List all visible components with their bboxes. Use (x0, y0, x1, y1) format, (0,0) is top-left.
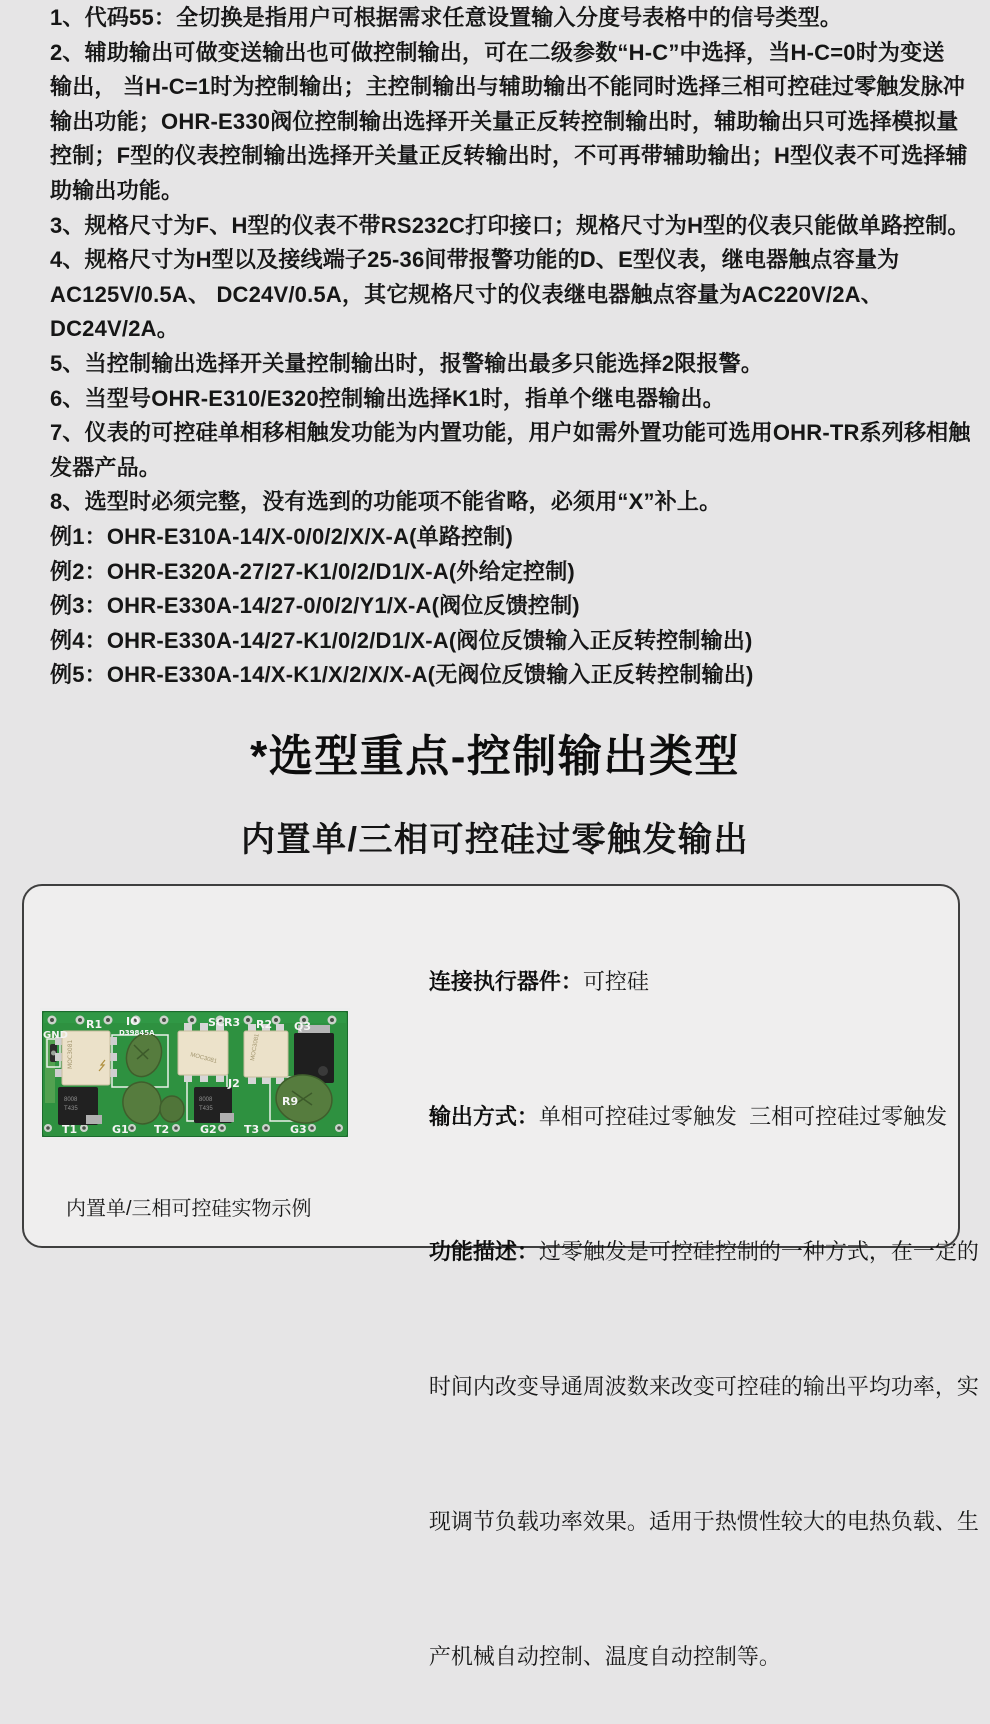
thyristor-output-card (22, 884, 979, 1669)
note-line: 2、辅助输出可做变送输出也可做控制输出，可在二级参数“H-C”中选择，当H-C=0时为变送 (50, 39, 945, 65)
triac-chip (58, 1087, 102, 1125)
pcb-label-q3: Q3 (294, 1020, 312, 1033)
pcb-label-gnd: GND (43, 1030, 68, 1041)
pcb-label-r1: R1 (86, 1018, 103, 1031)
pcb-label-code: D39845A (119, 1029, 155, 1037)
notes-list (50, 1, 970, 693)
spec-value: 现调节负载功率效果。适用于热惯性较大的电热负载、生 (428, 1509, 979, 1534)
spec-value: 过零触发是可控硅控制的一种方式，在一定的 (538, 1239, 979, 1264)
svg-text:MOC3081: MOC3081 (250, 1033, 261, 1062)
spec-text-block (380, 914, 979, 1724)
note-line: 输出， 当H-C=1时为控制输出；主控制输出与辅助输出不能同时选择三相可控硅过零触发脉冲 (50, 74, 966, 100)
capacitor-blob (160, 1096, 184, 1122)
spec-line (380, 1049, 948, 1184)
note-line: 7、仪表的可控硅单相移相触发功能为内置功能，用户如需外置功能可选用OHR-TR系列移相触 (50, 420, 971, 446)
svg-text:MOC3081: MOC3081 (67, 1039, 74, 1069)
note-line: 发器产品。 (50, 454, 162, 480)
svg-text:8008: 8008 (199, 1097, 213, 1103)
pcb-board-image (42, 1011, 348, 1137)
pcb-label-t3: T3 (244, 1123, 260, 1136)
spec-line (380, 1319, 979, 1454)
note-line: 1、代码55：全切换是指用户可根据需求任意设置输入分度号表格中的信号类型。 (50, 5, 843, 30)
spec-label: 功能描述： (428, 1239, 539, 1264)
spec-value: 单相可控硅过零触发 三相可控硅过零触发 (538, 1104, 948, 1129)
pcb-photo (40, 1008, 350, 1140)
spec-line (380, 1454, 979, 1589)
pcb-label-g3: G3 (290, 1123, 307, 1136)
example-line: 例2：OHR-E320A-27/27-K1/0/2/D1/X-A(外给定控制) (50, 558, 575, 584)
spec-line (380, 1184, 979, 1319)
spec-label: 输出方式： (428, 1104, 539, 1129)
pcb-caption: 内置单/三相可控硅实物示例 (66, 1198, 312, 1220)
pcb-label-io: IO (126, 1015, 140, 1028)
note-line: AC125V/0.5A、 DC24V/0.5A，其它规格尺寸的仪表继电器触点容量为AC220V/2A、 (50, 281, 883, 307)
pcb-label-t2: T2 (154, 1123, 170, 1136)
spec-value: 产机械自动控制、温度自动控制等。 (428, 1644, 781, 1669)
spec-line (380, 1589, 942, 1724)
note-line: 3、规格尺寸为F、H型的仪表不带RS232C打印接口；规格尺寸为H型的仪表只能做单路控制。 (50, 212, 970, 238)
pcb-label-t1: T1 (62, 1123, 78, 1136)
optocoupler-chip (244, 1024, 288, 1084)
pcb-label-g2: G2 (200, 1123, 217, 1136)
svg-text:8008: 8008 (64, 1097, 78, 1103)
spec-value: 可控硅 (582, 969, 649, 994)
spec-value: 时间内改变导通周波数来改变可控硅的输出平均功率，实 (428, 1374, 979, 1399)
note-line: 4、规格尺寸为H型以及接线端子25-36间带报警功能的D、E型仪表，继电器触点容量为 (50, 247, 900, 273)
note-line: 8、选型时必须完整，没有选到的功能项不能省略，必须用“X”补上。 (50, 489, 722, 515)
note-line: 5、当控制输出选择开关量控制输出时，报警输出最多只能选择2限报警。 (50, 350, 764, 376)
spec-line (380, 914, 942, 1049)
example-line: 例3：OHR-E330A-14/27-0/0/2/Y1/X-A(阀位反馈控制) (50, 593, 580, 619)
note-line: 6、当型号OHR-E310/E320控制输出选择K1时，指单个继电器输出。 (50, 385, 725, 411)
svg-text:MOC3081: MOC3081 (189, 1052, 218, 1066)
note-line: DC24V/2A。 (50, 316, 179, 342)
svg-text:T435: T435 (199, 1106, 213, 1112)
example-line: 例5：OHR-E330A-14/X-K1/X/2/X/X-A(无阀位反馈输入正反转控制输出) (50, 662, 754, 688)
example-line: 例4：OHR-E330A-14/27-K1/0/2/D1/X-A(阀位反馈输入正反转控制输出) (50, 627, 753, 653)
pcb-label-r2: R2 (256, 1018, 273, 1031)
note-line: 助输出功能。 (50, 177, 184, 203)
note-line: 控制；F型的仪表控制输出选择开关量正反转输出时，不可再带辅助输出；H型仪表不可选择辅 (50, 143, 968, 169)
pcb-label-j2: J2 (228, 1077, 240, 1090)
triac-chip (194, 1087, 234, 1123)
optocoupler-chip (178, 1023, 228, 1082)
section-title: *选型重点-控制输出类型 (250, 732, 740, 781)
note-line: 输出功能；OHR-E330阀位控制输出选择开关量正反转控制输出时，辅助输出只可选择模拟量 (50, 108, 959, 134)
pcb-label-g1: G1 (112, 1123, 129, 1136)
svg-text:T435: T435 (64, 1106, 78, 1112)
pcb-label-scr3: SCR3 (208, 1016, 241, 1029)
section-subtitle: 内置单/三相可控硅过零触发输出 (241, 821, 749, 859)
example-line: 例1：OHR-E310A-14/X-0/0/2/X/X-A(单路控制) (50, 523, 513, 549)
pcb-label-r9: R9 (282, 1095, 299, 1108)
spec-label: 连接执行器件： (428, 969, 583, 994)
